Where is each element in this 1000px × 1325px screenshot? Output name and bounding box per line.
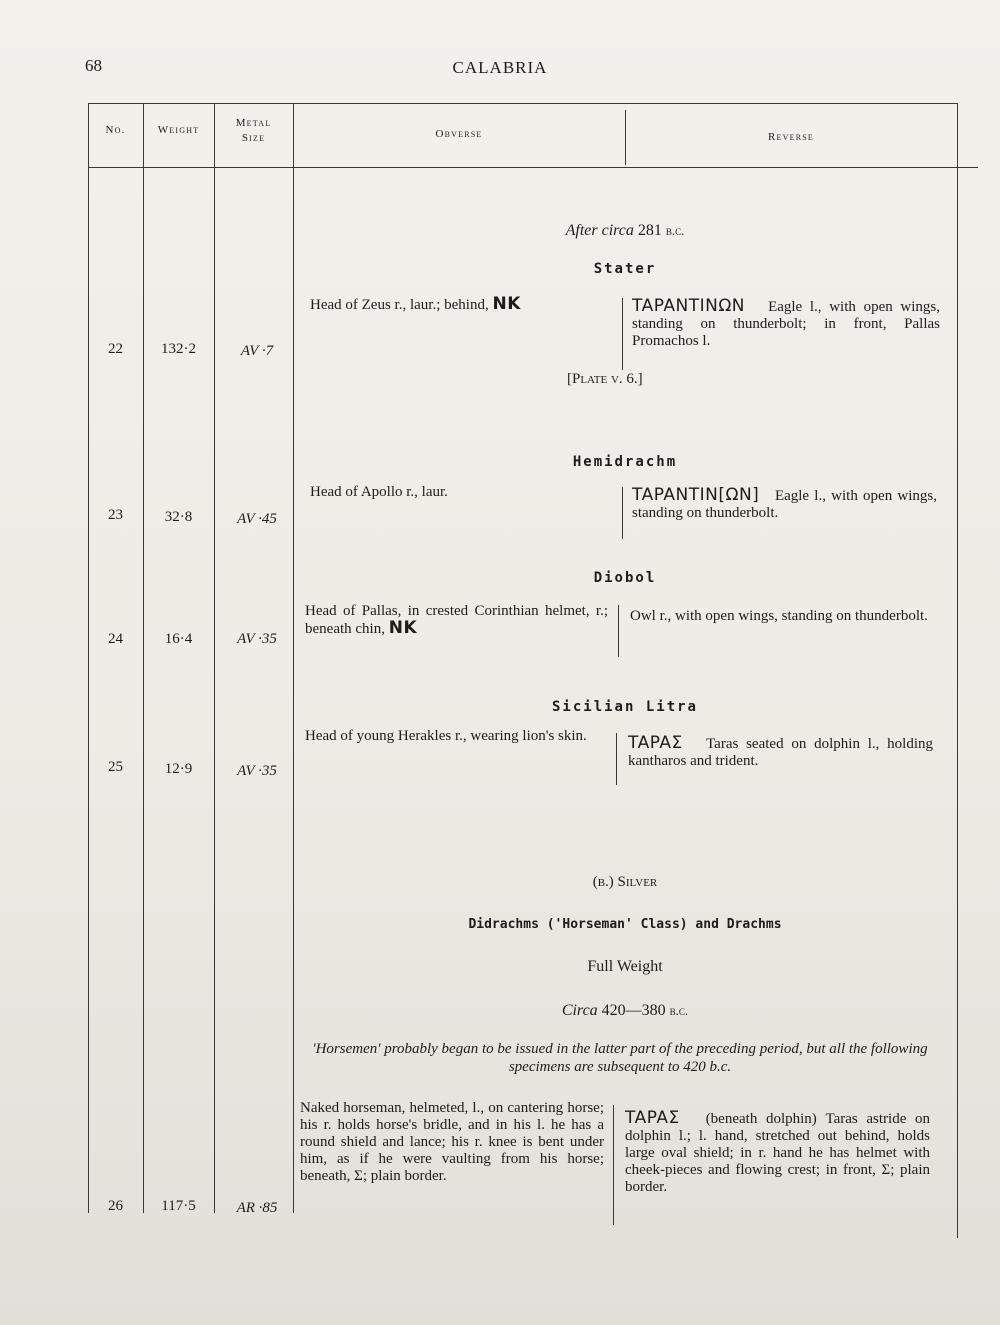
table-header-rule (88, 167, 978, 168)
coin-23-weight: 32·8 (164, 509, 193, 525)
coin-26-weight: 117·5 (161, 1198, 196, 1214)
coin-23-metal-size (222, 511, 292, 528)
coin-22-obverse-text: Head of Zeus r., laur.; behind, (310, 297, 489, 313)
coin-22-obverse (310, 296, 610, 314)
coin-24-obverse (305, 603, 608, 638)
monogram-nk: NK (388, 618, 418, 638)
silver-note: 'Horsemen' probably began to be issued in the latter part of the preceding period, but all the following specimens are subsequent to 420 b.c. (312, 1041, 928, 1075)
coin-25-metal-size (222, 763, 292, 780)
metal-symbol: AV (237, 763, 255, 779)
coin-24-obverse-text: Head of Pallas, in crested Corinthian helmet, r.; beneath chin, (305, 603, 608, 637)
coin-26-size: ·85 (258, 1200, 278, 1216)
silver-circa: Circa (561, 1002, 598, 1019)
period-date: 281 (637, 222, 662, 239)
table-right-rule (957, 103, 958, 1238)
coin-23-no: 23 (108, 507, 123, 523)
weight-standard: Full Weight (587, 958, 663, 975)
header-obverse: Obverse (435, 128, 483, 140)
coin-24-size: ·35 (258, 631, 277, 647)
coin-22-weight: 132·2 (161, 341, 196, 357)
period-prefix: After (565, 222, 598, 239)
metal-symbol: AV (240, 343, 259, 359)
coin-24-weight: 16·4 (164, 631, 193, 647)
coin-22-reverse-text: Eagle l., with open wings, standing on thunderbolt; in front, Pallas Promachos l. (632, 299, 940, 349)
monogram-nk: NK (492, 294, 521, 314)
coin-22-divider (622, 298, 623, 370)
silver-era: b.c. (669, 1003, 689, 1018)
coin-26-legend: TAPAΣ (625, 1108, 680, 1128)
header-weight: Weight (157, 124, 200, 136)
header-reverse: Reverse (768, 131, 814, 143)
col-rule-no (143, 103, 144, 1213)
coin-26-divider (613, 1105, 614, 1225)
coin-25-size: ·35 (258, 763, 277, 779)
coin-23-reverse (632, 487, 937, 522)
page-number: 68 (85, 56, 102, 75)
period-circa: circa (601, 222, 634, 239)
header-metal: Metal (235, 117, 272, 129)
coin-24-reverse: Owl r., with open wings, standing on thunderbolt. (630, 608, 928, 624)
running-title: CALABRIA (452, 58, 548, 77)
coin-23-reverse-text: Eagle l., with open wings, standing on thunderbolt. (632, 488, 938, 521)
denomination-diobol: Diobol (593, 570, 657, 586)
table-left-rule (88, 103, 89, 1213)
coin-25-divider (616, 733, 617, 785)
class-title: Didrachms ('Horseman' Class) and Drachms (468, 917, 782, 932)
coin-22-metal-size (222, 343, 292, 360)
coin-23-size: ·45 (258, 511, 277, 527)
coin-22-size: ·7 (261, 343, 274, 359)
coin-26-reverse-text: (beneath dolphin) Taras astride on dolphin l.; l. hand, stretched out behind, holds large oval shield; in r. hand he has helmet with cheek-pieces and flowing crest; in front, Σ; plain border. (625, 1111, 930, 1195)
plate-reference: [Plate v. 6.] (567, 371, 643, 387)
coin-25-legend: TAPAΣ (628, 733, 683, 753)
coin-25-reverse-text: Taras seated on dolphin l., holding kantharos and trident. (628, 736, 933, 769)
coin-24-metal-size (222, 631, 292, 648)
denomination-hemidrachm: Hemidrachm (572, 454, 678, 470)
coin-26-metal-size (222, 1200, 292, 1217)
coin-25-obverse: Head of young Herakles r., wearing lion's skin. (305, 728, 587, 744)
coin-23-legend: TAPANTIN[ΩN] (632, 485, 760, 505)
coin-22-no: 22 (108, 341, 123, 357)
coin-22-legend: TAPANTINΩN (632, 296, 746, 316)
col-rule-weight (214, 103, 215, 1213)
section-silver: (b.) Silver (592, 874, 658, 890)
header-no: No. (105, 124, 126, 136)
metal-symbol: AV (237, 631, 255, 647)
period-era: b.c. (665, 223, 685, 238)
coin-26-no: 26 (108, 1198, 123, 1214)
coin-26-obverse: Naked horseman, helmeted, l., on cantering horse; his r. holds horse's bridle, and in his l. he has a round shield and lance; his r. knee is bent under him, as if he were vaulting from his horse; beneath, Σ; plain border. (300, 1100, 604, 1184)
metal-symbol: AV (237, 511, 255, 527)
period-heading-silver (293, 1002, 957, 1020)
coin-25-reverse (628, 735, 933, 770)
coin-22-reverse (632, 298, 940, 350)
coin-23-obverse: Head of Apollo r., laur. (310, 484, 448, 500)
header-size: Size (241, 132, 266, 144)
coin-25-weight: 12·9 (164, 761, 193, 777)
coin-25-no: 25 (108, 759, 123, 775)
denomination-stater: Stater (593, 261, 657, 277)
denomination-litra: Sicilian Litra (551, 699, 698, 715)
coin-26-reverse (625, 1110, 930, 1196)
metal-symbol: AR (236, 1200, 255, 1216)
period-heading (293, 222, 957, 240)
coin-23-divider (622, 487, 623, 539)
coin-24-no: 24 (108, 631, 123, 647)
coin-24-divider (618, 605, 619, 657)
table-top-rule (88, 103, 958, 104)
silver-date: 420—380 (601, 1002, 666, 1019)
